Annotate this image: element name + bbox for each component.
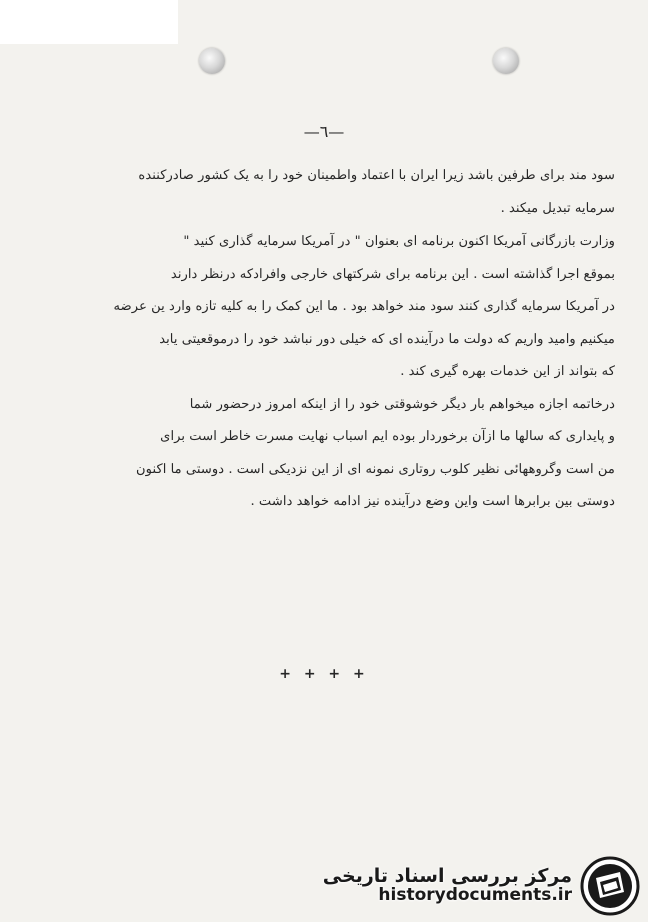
paper-tape xyxy=(0,0,178,44)
text-line: میکنیم وامید واریم که دولت ما درآینده ای که خیلی دور نباشد خود را درموقعیتی یابد xyxy=(159,331,615,347)
end-ornament: + + + + xyxy=(279,666,369,682)
text-line: درخاتمه اجازه میخواهم بار دیگر خوشوقتی خود را از اینکه امروز درحضور شما xyxy=(189,396,615,412)
text-line: که بتواند از این خدمات بهره گیری کند . xyxy=(400,364,615,379)
paragraph-1 xyxy=(35,160,615,225)
text-line: وزارت بازرگانی آمریکا اکنون برنامه ای بعنوان " در آمریکا سرمایه گذاری کنید " xyxy=(183,234,615,249)
watermark-text xyxy=(323,867,572,905)
paragraph-2 xyxy=(35,226,615,389)
text-line: در آمریکا سرمایه گذاری کنند سود مند خواهد بود . ما این کمک را به کلیه تازه وارد ین عرضه xyxy=(113,299,615,314)
punch-hole-right xyxy=(493,48,519,74)
text-line: سود مند برای طرفین باشد زیرا ایران با اعتماد واطمینان خود را به یک کشور صادرکننده xyxy=(138,168,615,183)
text-line: سرمایه تبدیل میکند . xyxy=(500,200,615,216)
watermark-english: historydocuments.ir xyxy=(378,885,572,906)
watermark xyxy=(323,856,640,916)
text-line: و پایداری که سالها ما ازآن برخوردار بوده ایم اسباب نهایت مسرت خاطر است برای xyxy=(160,429,615,444)
text-line: بموقع اجرا گذاشته است . این برنامه برای شرکتهای خارجی وافرادکه درنظر دارند xyxy=(170,266,615,282)
watermark-persian: مرکز بررسی اسناد تاریخی xyxy=(322,865,572,888)
page-number: —٦— xyxy=(303,122,345,141)
text-line: دوستی بین برابرها است واین وضع درآینده نیز ادامه خواهد داشت . xyxy=(250,494,615,509)
archive-logo-icon xyxy=(580,856,640,916)
punch-hole-left xyxy=(199,48,225,74)
body-text xyxy=(35,160,615,519)
paragraph-3 xyxy=(35,389,615,519)
text-line: من است وگروههائی نظیر کلوب روتاری نمونه ای از این نزدیکی است . دوستی ما اکنون xyxy=(136,461,615,477)
